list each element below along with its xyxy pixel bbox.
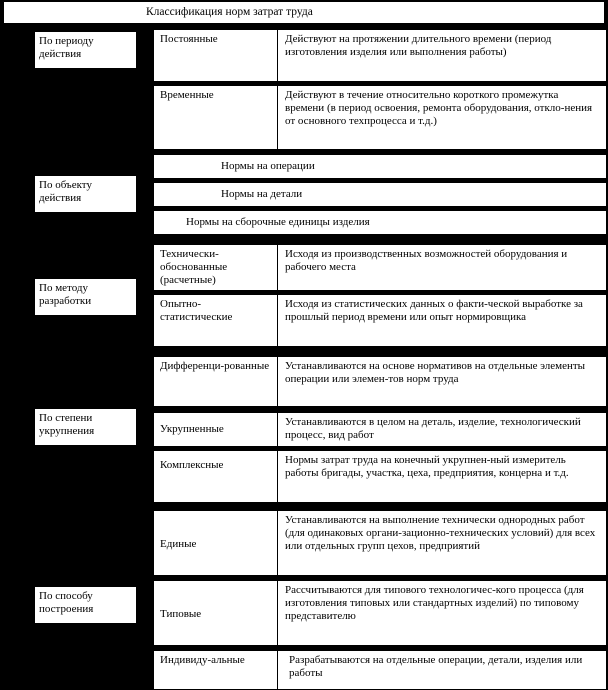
category-period: По периоду действия <box>35 32 136 68</box>
row-label: Постоянные <box>154 30 278 81</box>
row-description: Устанавливаются на основе нормативов на отдельные элементы операции или элемен-тов норм труда <box>285 360 586 385</box>
row-kompleksnye <box>154 451 606 502</box>
category-method: По методу разработки <box>35 279 136 315</box>
row-description: Исходя из статистических данных о факти-ческой выработке за прошлый период времени или опыт нормировщика <box>285 298 583 323</box>
row-description: Действуют в течение относительно короткого промежутка времени (в период освоения, ремонта оборудования, откло-нения от основного техпроцесса и т.д.) <box>285 89 593 127</box>
row-description: Действуют на протяжении длительного времени (период изготовления изделия или выполнения работы) <box>285 33 552 58</box>
category-object: По объекту действия <box>35 176 136 212</box>
diagram-title: Классификация норм затрат труда <box>4 2 604 23</box>
row-description: Исходя из производственных возможностей оборудования и рабочего места <box>285 248 568 273</box>
row-postoyannye <box>154 30 606 81</box>
row-individ <box>154 651 606 689</box>
row-operacii: Нормы на операции <box>154 155 606 178</box>
row-description: Устанавливаются на выполнение технически однородных работ (для одинаковых органи-зационно-технических условий) для всех или отдельных групп цехов, предприятий <box>285 514 596 552</box>
row-label: Индивиду-альные <box>154 651 278 689</box>
row-label: Временные <box>154 86 278 149</box>
category-enlargement: По степени укрупнения <box>35 409 136 445</box>
row-description: Рассчитываются для типового технологичес-кого процесса (для изготовления типовых или стандартных изделий) по типовому представителю <box>285 584 584 622</box>
row-edinye <box>154 511 606 575</box>
row-sborochnye: Нормы на сборочные единицы изделия <box>154 211 606 234</box>
row-vremennye <box>154 86 606 149</box>
row-label: Типовые <box>154 581 278 645</box>
row-label: Комплексные <box>154 451 278 502</box>
row-label: Технически-обоснованные (расчетные) <box>154 245 278 290</box>
row-description: Нормы затрат труда на конечный укрупнен-ный измеритель работы бригады, участка, цеха, предприятия, концерна и т.д. <box>285 454 569 479</box>
row-tehnicheski <box>154 245 606 290</box>
row-tipovye <box>154 581 606 645</box>
row-differenc <box>154 357 606 406</box>
row-label: Опытно-статистические <box>154 295 278 346</box>
row-opytno <box>154 295 606 346</box>
row-label: Единые <box>154 511 278 575</box>
row-detali: Нормы на детали <box>154 183 606 206</box>
row-label: Укрупненные <box>154 413 278 446</box>
row-ukrupnennye <box>154 413 606 446</box>
category-construction: По способу построения <box>35 587 136 623</box>
row-label: Дифференци-рованные <box>154 357 278 406</box>
row-description: Устанавливаются в целом на деталь, изделие, технологический процесс, вид работ <box>285 416 581 441</box>
row-description: Разрабатываются на отдельные операции, детали, изделия или работы <box>289 654 583 679</box>
